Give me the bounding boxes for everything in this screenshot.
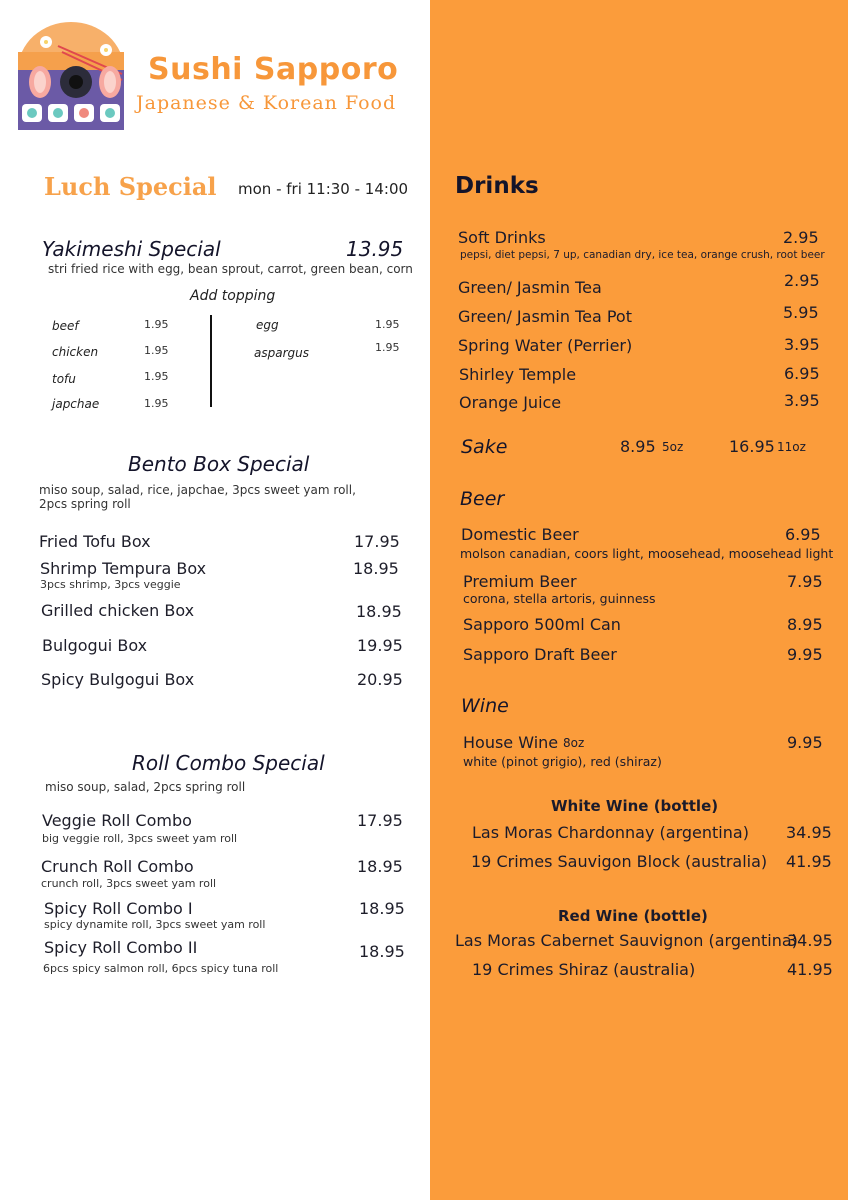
beer-domestic: Domestic Beer xyxy=(461,525,579,544)
topping-divider xyxy=(210,315,212,407)
beer-sapporo-can-price: 8.95 xyxy=(787,615,823,634)
drink-green-jasmin-tea: Green/ Jasmin Tea xyxy=(458,278,602,297)
roll-combo-spicy-2: Spicy Roll Combo II xyxy=(44,938,198,957)
roll-combo-spicy-1: Spicy Roll Combo I xyxy=(44,899,193,918)
sake-price-11oz: 16.95 xyxy=(729,437,775,456)
topping-beef-price: 1.95 xyxy=(144,318,169,331)
yakimeshi-title: Yakimeshi Special xyxy=(42,237,221,261)
red-wine-las-moras: Las Moras Cabernet Sauvignon (argentina) xyxy=(455,931,798,950)
add-topping-label: Add topping xyxy=(190,288,276,304)
topping-tofu-price: 1.95 xyxy=(144,370,169,383)
sake-price-5oz: 8.95 xyxy=(620,437,656,456)
drink-shirley-temple: Shirley Temple xyxy=(459,365,577,384)
bento-item-shrimp-tempura: Shrimp Tempura Box xyxy=(40,559,207,578)
drink-green-jasmin-tea-pot-price: 5.95 xyxy=(783,303,819,322)
roll-combo-veggie-desc: big veggie roll, 3pcs sweet yam roll xyxy=(42,832,238,845)
wine-house-price: 9.95 xyxy=(787,733,823,752)
sake-unit-11oz: 11oz xyxy=(777,440,806,454)
topping-beef: beef xyxy=(52,319,79,333)
white-wine-title: White Wine (bottle) xyxy=(551,797,719,815)
topping-asparagus: aspargus xyxy=(254,346,309,360)
wine-house-unit: 8oz xyxy=(563,736,585,750)
red-wine-19-crimes: 19 Crimes Shiraz (australia) xyxy=(472,960,696,979)
beer-title: Beer xyxy=(460,488,505,510)
beer-sapporo-can: Sapporo 500ml Can xyxy=(463,615,621,634)
yakimeshi-description: stri fried rice with egg, bean sprout, carrot, green bean, corn xyxy=(48,262,413,276)
topping-egg: egg xyxy=(256,318,279,332)
drink-soft-drinks-price: 2.95 xyxy=(783,228,819,247)
topping-egg-price: 1.95 xyxy=(375,318,400,331)
drink-spring-water: Spring Water (Perrier) xyxy=(458,336,633,355)
drink-green-jasmin-tea-pot: Green/ Jasmin Tea Pot xyxy=(458,307,632,326)
red-wine-las-moras-price: 34.95 xyxy=(787,931,833,950)
beer-premium-price: 7.95 xyxy=(787,572,823,591)
bento-title: Bento Box Special xyxy=(128,452,310,476)
white-wine-19-crimes: 19 Crimes Sauvigon Block (australia) xyxy=(471,852,768,871)
lunch-hours: mon - fri 11:30 - 14:00 xyxy=(238,180,409,198)
wine-title: Wine xyxy=(461,695,509,717)
drink-orange-juice: Orange Juice xyxy=(459,393,562,412)
beer-domestic-price: 6.95 xyxy=(785,525,821,544)
sake-unit-5oz: 5oz xyxy=(662,440,684,454)
drink-orange-juice-price: 3.95 xyxy=(784,391,820,410)
beer-domestic-desc: molson canadian, coors light, moosehead, moosehead light xyxy=(460,546,834,561)
topping-chicken: chicken xyxy=(52,345,99,359)
roll-combo-crunch-price: 18.95 xyxy=(357,857,403,876)
beer-sapporo-draft: Sapporo Draft Beer xyxy=(463,645,617,664)
brand-name: Sushi Sapporo xyxy=(148,52,399,87)
yakimeshi-price: 13.95 xyxy=(346,237,404,261)
bento-item-spicy-bulgogui-price: 20.95 xyxy=(357,670,403,689)
topping-asparagus-price: 1.95 xyxy=(375,341,400,354)
topping-tofu: tofu xyxy=(52,372,76,386)
roll-combo-crunch-desc: crunch roll, 3pcs sweet yam roll xyxy=(41,877,217,890)
roll-combo-description: miso soup, salad, 2pcs spring roll xyxy=(45,780,246,794)
roll-combo-title: Roll Combo Special xyxy=(132,751,325,775)
beer-premium: Premium Beer xyxy=(463,572,577,591)
red-wine-title: Red Wine (bottle) xyxy=(558,907,708,925)
roll-combo-spicy-1-price: 18.95 xyxy=(359,899,405,918)
lunch-special-title: Luch Special xyxy=(44,172,217,201)
bento-item-bulgogui-price: 19.95 xyxy=(357,636,403,655)
bento-item-spicy-bulgogui: Spicy Bulgogui Box xyxy=(41,670,195,689)
wine-house: House Wine xyxy=(463,733,559,752)
roll-combo-veggie: Veggie Roll Combo xyxy=(42,811,192,830)
topping-chicken-price: 1.95 xyxy=(144,344,169,357)
roll-combo-veggie-price: 17.95 xyxy=(357,811,403,830)
beer-sapporo-draft-price: 9.95 xyxy=(787,645,823,664)
white-wine-las-moras: Las Moras Chardonnay (argentina) xyxy=(472,823,749,842)
bento-item-grilled-chicken-price: 18.95 xyxy=(356,602,402,621)
white-wine-las-moras-price: 34.95 xyxy=(786,823,832,842)
roll-combo-spicy-2-price: 18.95 xyxy=(359,942,405,961)
drink-soft-drinks-desc: pepsi, diet pepsi, 7 up, canadian dry, ice tea, orange crush, root beer xyxy=(460,249,825,261)
drink-soft-drinks: Soft Drinks xyxy=(458,228,546,247)
white-wine-19-crimes-price: 41.95 xyxy=(786,852,832,871)
roll-combo-spicy-1-desc: spicy dynamite roll, 3pcs sweet yam roll xyxy=(44,918,266,931)
bento-item-fried-tofu: Fried Tofu Box xyxy=(39,532,151,551)
bento-description: miso soup, salad, rice, japchae, 3pcs sweet yam roll, 2pcs spring roll xyxy=(39,483,356,511)
roll-combo-crunch: Crunch Roll Combo xyxy=(41,857,194,876)
red-wine-19-crimes-price: 41.95 xyxy=(787,960,833,979)
wine-house-desc: white (pinot grigio), red (shiraz) xyxy=(463,754,662,769)
beer-premium-desc: corona, stella artoris, guinness xyxy=(463,591,656,606)
sake-title: Sake xyxy=(461,436,508,458)
drink-shirley-temple-price: 6.95 xyxy=(784,364,820,383)
sushi-logo-icon xyxy=(18,22,124,130)
bento-item-bulgogui: Bulgogui Box xyxy=(42,636,148,655)
topping-japchae: japchae xyxy=(52,397,100,411)
brand-tagline: Japanese & Korean Food xyxy=(136,92,397,114)
drink-green-jasmin-tea-price: 2.95 xyxy=(784,271,820,290)
drink-spring-water-price: 3.95 xyxy=(784,335,820,354)
bento-item-grilled-chicken: Grilled chicken Box xyxy=(41,601,195,620)
bento-item-shrimp-tempura-desc: 3pcs shrimp, 3pcs veggie xyxy=(40,578,181,591)
drinks-title: Drinks xyxy=(455,173,539,199)
roll-combo-spicy-2-desc: 6pcs spicy salmon roll, 6pcs spicy tuna roll xyxy=(43,962,279,975)
bento-item-fried-tofu-price: 17.95 xyxy=(354,532,400,551)
bento-item-shrimp-tempura-price: 18.95 xyxy=(353,559,399,578)
topping-japchae-price: 1.95 xyxy=(144,397,169,410)
